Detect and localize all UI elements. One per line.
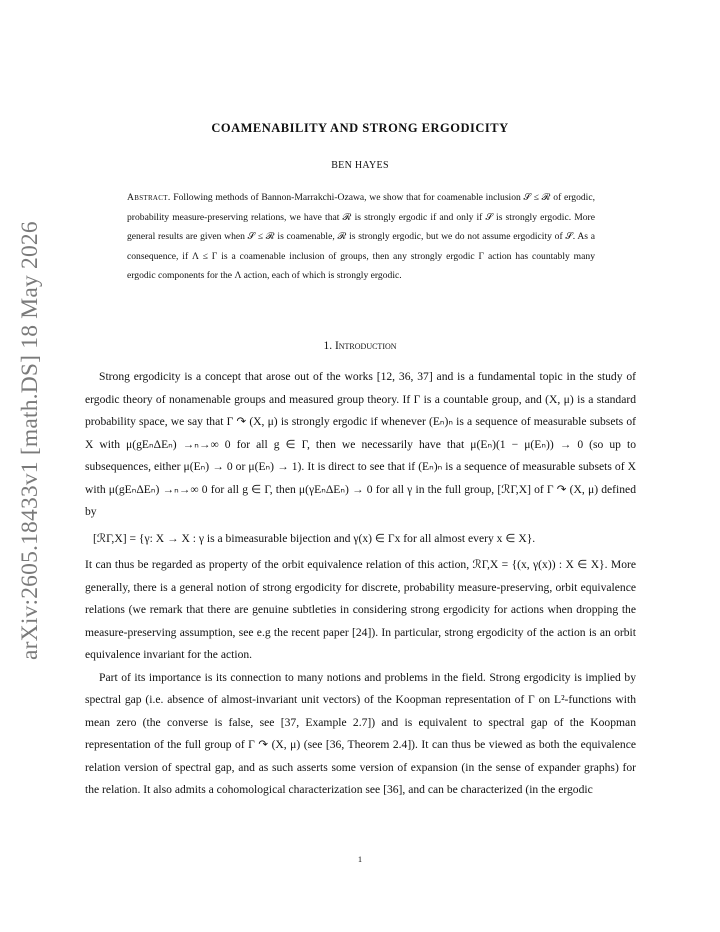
paper-author: BEN HAYES	[331, 160, 389, 171]
section-heading	[0, 340, 720, 352]
page-number: 1	[357, 854, 363, 864]
paper-title: COAMENABILITY AND STRONG ERGODICITY	[211, 121, 509, 135]
abstract	[127, 188, 595, 286]
section-number: 1.	[323, 340, 333, 352]
abstract-label: Abstract.	[127, 192, 171, 203]
body-text	[85, 366, 636, 802]
display-equation-full-group: [ℛΓ,X] = {γ: X → X : γ is a bimeasurable bijection and γ(x) ∈ Γx for all almost every x ∈ X}.	[93, 531, 536, 545]
paragraph-strong-ergodicity-definition: Strong ergodicity is a concept that arose out of the works [12, 36, 37] and is a fundamental topic in the study of ergodic theory of nonamenable groups and measured group theory. If Γ is a countable group, and (X, μ) is a standard probability space, we say that Γ ↷ (X, μ) is strongly ergodic if whenever (Eₙ)ₙ is a sequence of measurable subsets of X with μ(gEₙΔEₙ) →ₙ→∞ 0 for all g ∈ Γ, then we necessarily have that μ(Eₙ)(1 − μ(Eₙ)) → 0 (so up to subsequences, either μ(Eₙ) → 0 or μ(Eₙ) → 1). It is direct to see that if (Eₙ)ₙ is a sequence of measurable subsets of X with μ(gEₙΔEₙ) →ₙ→∞ 0 for all g ∈ Γ, then μ(γEₙΔEₙ) → 0 for all γ in the full group, [ℛΓ,X] of Γ ↷ (X, μ) defined by	[85, 370, 636, 518]
paragraph-importance: Part of its importance is its connection to many notions and problems in the field. Strong ergodicity is implied by spectral gap (i.e. absence of almost-invariant unit vectors) of the Koopman representation of Γ on L²-functions with mean zero (the converse is false, see [37, Example 2.7]) and is equivalent to spectral gap of the Koopman representation of the full group of Γ ↷ (X, μ) (see [36, Theorem 2.4]). It can thus be viewed as both the equivalence relation version of spectral gap, and as such asserts some version of expansion (in the sense of expander graphs) for the relation. It also admits a cohomological characterization see [36], and can be characterized (in the ergodic	[85, 670, 636, 796]
arxiv-identifier-stamp: arXiv:2605.18433v1 [math.DS] 18 May 2026	[17, 221, 43, 660]
paragraph-orbit-equivalence: It can thus be regarded as property of the orbit equivalence relation of this action, ℛΓ,X = {(x, γ(x)) : X ∈ X}. More generally, there is a general notion of strong ergodicity for discrete, probability measure-preserving, orbit equivalence relations (we remark that there are genuine subtleties in considering strong ergodicity for actions when dropping the measure-preserving assumption, see e.g the recent paper [24]). In particular, strong ergodicity of the action is an orbit equivalence invariant for the action.	[85, 558, 636, 661]
abstract-text: Following methods of Bannon-Marrakchi-Ozawa, we show that for coamenable inclusion 𝒮 ≤ ℛ of ergodic, probability measure-preserving relations, we have that ℛ is strongly ergodic if and only if 𝒮 is strongly ergodic. More general results are given when 𝒮 ≤ ℛ is coamenable, ℛ is strongly ergodic, but we do not assume ergodicity of 𝒮. As a consequence, if Λ ≤ Γ is a coamenable inclusion of groups, then any strongly ergodic Γ action has countably many ergodic components for the Λ action, each of which is strongly ergodic.	[127, 192, 595, 281]
section-title: Introduction	[334, 340, 397, 352]
